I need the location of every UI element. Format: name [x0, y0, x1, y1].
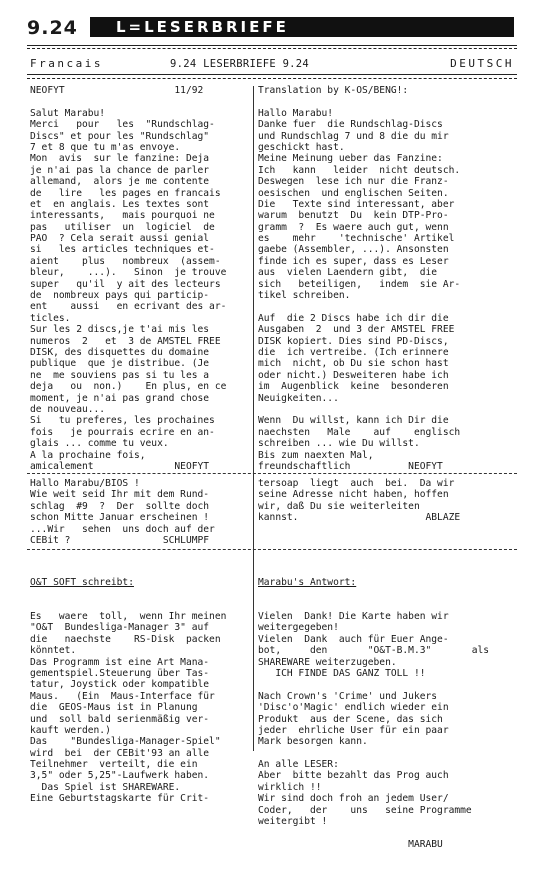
text-line: es mehr 'technische' Artikel — [258, 233, 455, 245]
text-line: MARABU — [258, 838, 443, 850]
text-line: 7 et 8 que tu m'as envoye. — [30, 141, 181, 153]
text-line: Eine Geburtstagskarte für Crit- — [30, 793, 210, 805]
text-line: Ich kann leider nicht deutsch. — [258, 164, 461, 176]
text-line: 3,5" oder 5,25"-Laufwerk haben. — [30, 770, 210, 782]
text-line: fois je pourrais ecrire en an- — [30, 426, 215, 438]
text-line: weitergibt ! — [258, 816, 328, 828]
text-line: PAO ? Cela serait aussi genial — [30, 233, 210, 245]
text-line: bleur, ...). Sinon je trouve — [30, 267, 227, 279]
text-line: DISK, des disquettes du domaine — [30, 346, 210, 358]
text-line: Die Texte sind interessant, aber — [258, 198, 455, 210]
text-line: naechsten Male auf englisch — [258, 426, 461, 438]
letter2-left — [30, 478, 265, 546]
text-line: finde ich es super, dass es Leser — [258, 255, 449, 267]
text-line: tatur, Joystick oder kompatible — [30, 679, 210, 691]
text-line: ent aussi en ecrivant des ar- — [30, 301, 227, 313]
text-line: CEBit ? SCHLUMPF — [30, 534, 210, 546]
text-line: pas utiliser un logiciel de — [30, 221, 215, 233]
text-line: Wie weit seid Ihr mit dem Rund- — [30, 489, 210, 501]
text-line: Wir sind doch froh an jedem User/ — [258, 793, 449, 805]
letter-separator — [27, 473, 517, 474]
band-left-label: Francais — [30, 57, 103, 70]
text-line: und soll bald serienmäßig ver- — [30, 713, 210, 725]
text-line: oesischen und englischen Seiten. — [258, 187, 449, 199]
page-header — [27, 15, 517, 41]
language-band — [30, 57, 514, 71]
text-line: allemand, alors je me contente — [30, 176, 210, 188]
text-line: numeros 2 et 3 de AMSTEL FREE — [30, 335, 221, 347]
text-line: geschickt hast. — [258, 141, 345, 153]
text-line: warum benutzt Du kein DTP-Pro- — [258, 210, 449, 222]
text-line: mich nicht, ob Du sie schon hast — [258, 358, 449, 370]
text-line: 'Disc'o'Magic' endlich wieder ein — [258, 702, 449, 714]
text-line: gaebe (Assembler, ...). Ansonsten — [258, 244, 449, 256]
text-line: de nouveau... — [30, 403, 106, 415]
text-line: Danke fuer die Rundschlag-Discs — [258, 119, 443, 131]
marabu-answer — [258, 554, 520, 873]
text-line: moment, je n'ai pas grand chose — [30, 392, 210, 404]
text-line: jeder ehrliche User für ein paar — [258, 724, 449, 736]
text-line: si les articles techniques et- — [30, 244, 215, 256]
section-title: L=LESERBRIEFE — [90, 17, 514, 37]
text-line: Hallo Marabu! — [258, 107, 334, 119]
text-line: Auf die 2 Discs habe ich dir die — [258, 312, 449, 324]
text-line: Teilnehmer verteilt, die ein — [30, 759, 198, 771]
header-dash-rule — [27, 48, 517, 49]
text-line: Mon avis sur le fanzine: Deja — [30, 153, 210, 165]
text-line — [30, 96, 265, 107]
text-line: Das Spiel ist SHAREWARE. — [30, 781, 181, 793]
text-line: Sur les 2 discs,je t'ai mis les — [30, 324, 210, 336]
text-line: Coder, der uns seine Programme — [258, 804, 472, 816]
text-line: kauft werden.) — [30, 724, 111, 736]
text-line: et en anglais. Les textes sont — [30, 198, 210, 210]
text-line: tikel schreiben. — [258, 290, 351, 302]
band-rule — [27, 74, 517, 75]
text-line: Maus. (Ein Maus-Interface für — [30, 690, 215, 702]
text-line: Mark besorgen kann. — [258, 736, 368, 748]
header-rule — [27, 45, 517, 46]
text-line — [258, 301, 520, 312]
text-line — [258, 96, 520, 107]
letter2-right — [258, 478, 520, 524]
text-line: deja ou non.) En plus, en ce — [30, 381, 227, 393]
band-center-label: 9.24 LESERBRIEFE 9.24 — [170, 58, 310, 70]
text-line: tersoap liegt auch bei. Da wir — [258, 478, 455, 489]
text-line: glais ... comme tu veux. — [30, 438, 169, 450]
text-line: Produkt aus der Scene, das sich — [258, 713, 443, 725]
text-line — [258, 679, 520, 690]
ot-soft-heading: O&T SOFT schreibt: — [30, 576, 134, 588]
text-line: kannst. ABLAZE — [258, 512, 461, 524]
issue-number: 9.24 — [27, 17, 78, 39]
text-line: Bis zum naexten Mal, — [258, 449, 374, 461]
text-line: de lire les pages en francais — [30, 187, 221, 199]
text-line: A la prochaine fois, — [30, 449, 146, 461]
text-line: die GEOS-Maus ist in Planung — [30, 702, 198, 714]
letter1-french — [30, 85, 265, 472]
text-line: schon Mitte Januar erscheinen ! — [30, 512, 210, 524]
text-line: SHAREWARE weiterzugeben. — [258, 656, 397, 668]
text-line: Nach Crown's 'Crime' und Jukers — [258, 690, 438, 702]
text-line: gementspiel.Steuerung über Tas- — [30, 667, 210, 679]
text-line: bot, den "O&T-B.M.3" als — [258, 645, 490, 657]
text-line — [258, 748, 520, 759]
text-line: Das "Bundesliga-Manager-Spiel" — [30, 736, 221, 748]
text-line: aient plus nombreux (assem- — [30, 255, 221, 267]
band-dash-rule — [27, 78, 517, 79]
letter1-german — [258, 85, 520, 472]
ot-soft-letter — [30, 554, 265, 827]
text-line: ticles. — [30, 312, 71, 324]
text-line: Aber bitte bezahlt das Prog auch — [258, 770, 449, 782]
text-line: weitergegeben! — [258, 622, 339, 634]
text-line: im Augenblick keine besonderen — [258, 381, 449, 393]
text-line: wird bei der CEBit'93 an alle — [30, 747, 210, 759]
text-line: schlag #9 ? Der sollte doch — [30, 500, 210, 512]
text-line: ne me souviens pas si tu les a — [30, 369, 210, 381]
text-line: wir, daß Du sie weiterleiten — [258, 500, 420, 512]
text-line: Salut Marabu! — [30, 107, 106, 119]
text-line: Neuigkeiten... — [258, 392, 339, 404]
text-line: die naechste RS-Disk packen — [30, 633, 221, 645]
text-line: Das Programm ist eine Art Mana- — [30, 656, 210, 668]
text-line: super qu'il y ait des lecteurs — [30, 278, 221, 290]
text-line: Deswegen lese ich nur die Franz- — [258, 176, 449, 188]
text-line: Meine Meinung ueber das Fanzine: — [258, 153, 443, 165]
section-separator — [27, 549, 517, 550]
text-line: de nombreux pays qui particip- — [30, 290, 210, 302]
band-right-label: DEUTSCH — [450, 57, 514, 70]
text-line: sich beteiligen, indem sie Ar- — [258, 278, 461, 290]
text-line: Vielen Dank auch für Euer Ange- — [258, 633, 449, 645]
text-line: seine Adresse nicht haben, hoffen — [258, 489, 449, 501]
text-line: ICH FINDE DAS GANZ TOLL !! — [258, 667, 426, 679]
text-line: die ich vertreibe. (Ich erinnere — [258, 346, 449, 358]
text-line — [258, 827, 520, 838]
text-line: aus vielen Laendern gibt, die — [258, 267, 438, 279]
text-line: amicalement NEOFYT — [30, 460, 210, 472]
text-line: publique que je distribue. (Je — [30, 358, 210, 370]
text-line: wirklich !! — [258, 781, 322, 793]
text-line: ...Wir sehen uns doch auf der — [30, 523, 215, 535]
text-line: Merci pour les "Rundschlag- — [30, 119, 215, 131]
text-line: schreiben ... wie Du willst. — [258, 438, 420, 450]
text-line: Ausgaben 2 und 3 der AMSTEL FREE — [258, 324, 455, 336]
text-line: DISK kopiert. Dies sind PD-Discs, — [258, 335, 449, 347]
text-line: Translation by K-OS/BENG!: — [258, 85, 409, 96]
text-line: NEOFYT 11/92 — [30, 85, 204, 96]
text-line — [258, 404, 520, 415]
text-line: "O&T Bundesliga-Manager 3" auf — [30, 622, 210, 634]
text-line: und Rundschlag 7 und 8 die du mir — [258, 130, 449, 142]
text-line: Es waere toll, wenn Ihr meinen — [30, 611, 227, 623]
text-line: je n'ai pas la chance de parler — [30, 164, 210, 176]
marabu-heading: Marabu's Antwort: — [258, 576, 357, 588]
text-line: könntet. — [30, 645, 77, 657]
text-line: freundschaftlich NEOFYT — [258, 460, 443, 472]
text-line: gramm ? Es waere auch gut, wenn — [258, 221, 449, 233]
text-line: interessants, mais pourquoi ne — [30, 210, 215, 222]
text-line: Wenn Du willst, kann ich Dir die — [258, 415, 449, 427]
text-line: Hallo Marabu/BIOS ! — [30, 478, 140, 489]
text-line: An alle LESER: — [258, 759, 339, 771]
text-line: Discs" et pour les "Rundschlag" — [30, 130, 210, 142]
text-line: oder nicht.) Desweiteren habe ich — [258, 369, 449, 381]
text-line: Vielen Dank! Die Karte haben wir — [258, 611, 449, 623]
text-line: Si tu preferes, les prochaines — [30, 415, 215, 427]
